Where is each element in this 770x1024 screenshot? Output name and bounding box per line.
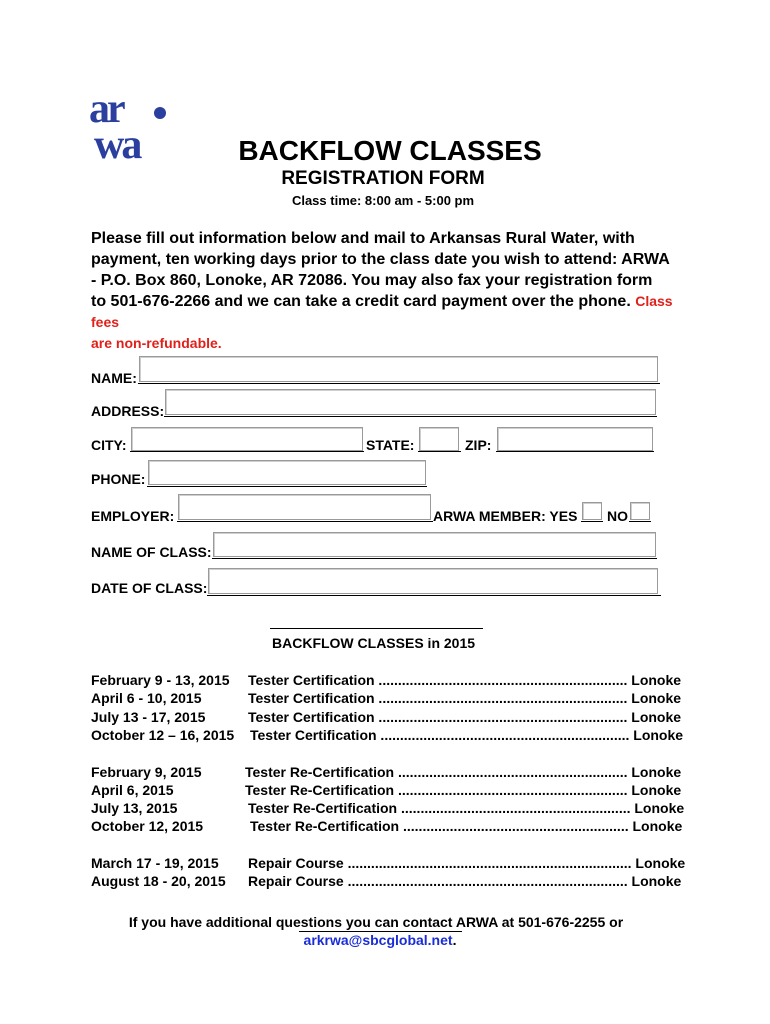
schedule-date: April 6, 2015	[91, 782, 174, 798]
phone-underline	[147, 486, 427, 487]
city-underline	[130, 451, 364, 452]
member-no-checkbox[interactable]	[630, 502, 650, 520]
employer-label: EMPLOYER:	[91, 508, 175, 524]
address-underline	[164, 416, 657, 417]
zip-underline	[496, 451, 654, 452]
schedule-date: August 18 - 20, 2015	[91, 873, 226, 889]
schedule-heading: BACKFLOW CLASSES in 2015	[272, 635, 476, 651]
state-label: STATE:	[366, 437, 415, 453]
class-name-label: NAME OF CLASS:	[91, 544, 212, 560]
member-no-label: NO	[607, 508, 628, 524]
instructions-line: payment, ten working days prior to the class date you wish to attend: ARWA	[91, 251, 670, 268]
member-yes-checkbox[interactable]	[582, 502, 602, 520]
schedule-date: February 9 - 13, 2015	[91, 672, 230, 688]
zip-input[interactable]	[497, 427, 653, 451]
email-period: .	[452, 932, 457, 948]
page-subtitle: REGISTRATION FORM	[281, 168, 485, 189]
instructions-paragraph	[91, 228, 691, 354]
class-name-underline	[212, 558, 657, 559]
contact-line: If you have additional questions you can contact ARWA at 501-676-2255 or	[128, 914, 624, 930]
schedule-date: July 13 - 17, 2015	[91, 709, 206, 725]
class-name-input[interactable]	[213, 532, 656, 557]
schedule-course: Tester Re-Certification ........................................................... Lonoke	[248, 800, 685, 816]
schedule-course: Tester Re-Certification ........................................................... Lonoke	[245, 764, 682, 780]
schedule-course: Tester Re-Certification .......................................................... Lonoke	[250, 818, 683, 834]
instructions-line: to 501-676-2266 and we can take a credit card payment over the phone. Class fees	[91, 293, 673, 330]
class-date-input[interactable]	[208, 568, 658, 594]
page-title: BACKFLOW CLASSES	[238, 135, 542, 166]
instructions-line: - P.O. Box 860, Lonoke, AR 72086. You may also fax your registration form	[91, 272, 653, 289]
class-date-label: DATE OF CLASS:	[91, 580, 208, 596]
schedule-course: Tester Certification ................................................................ Lonoke	[248, 672, 682, 688]
schedule-course: Repair Course ........................................................................ Lonoke	[248, 873, 682, 889]
svg-text:ar: ar	[89, 88, 123, 132]
employer-input[interactable]	[178, 494, 431, 520]
member-yes-underline	[581, 521, 603, 522]
name-label: NAME:	[91, 370, 137, 386]
schedule-date: July 13, 2015	[91, 800, 178, 816]
class-time: Class time: 8:00 am - 5:00 pm	[291, 193, 475, 208]
email-link[interactable]: arkrwa@sbcglobal.net	[303, 932, 453, 948]
instructions-line: Please fill out information below and mail to Arkansas Rural Water, with	[91, 230, 635, 247]
schedule-course: Tester Certification ................................................................ Lonoke	[250, 727, 684, 743]
city-input[interactable]	[131, 427, 363, 451]
schedule-date: October 12 – 16, 2015	[91, 727, 235, 743]
contact-email-line	[0, 932, 760, 948]
schedule-course: Tester Certification ................................................................ Lonoke	[248, 709, 682, 725]
schedule-heading-rule	[270, 628, 483, 629]
arwa-member-label: ARWA MEMBER: YES	[433, 508, 578, 524]
phone-input[interactable]	[148, 460, 426, 485]
city-label: CITY:	[91, 437, 127, 453]
schedule-course: Repair Course ......................................................................... Lonoke	[248, 855, 686, 871]
schedule-date: February 9, 2015	[91, 764, 202, 780]
employer-underline	[177, 521, 433, 522]
address-label: ADDRESS:	[91, 403, 165, 419]
state-underline	[418, 451, 461, 452]
schedule-date: April 6 - 10, 2015	[91, 690, 202, 706]
name-underline	[138, 383, 660, 384]
refund-notice: Class fees	[91, 293, 673, 330]
schedule-date: October 12, 2015	[91, 818, 204, 834]
schedule-course: Tester Re-Certification ........................................................... Lonoke	[245, 782, 682, 798]
svg-text:wa: wa	[94, 122, 140, 162]
refund-notice-cont: are non-refundable.	[91, 335, 222, 351]
address-input[interactable]	[165, 389, 656, 415]
zip-label: ZIP:	[465, 437, 492, 453]
schedule-date: March 17 - 19, 2015	[91, 855, 219, 871]
phone-label: PHONE:	[91, 471, 146, 487]
member-no-underline	[629, 521, 651, 522]
schedule-course: Tester Certification ................................................................ Lonoke	[248, 690, 682, 706]
class-date-underline	[207, 595, 661, 596]
state-input[interactable]	[419, 427, 459, 451]
name-input[interactable]	[139, 356, 658, 382]
